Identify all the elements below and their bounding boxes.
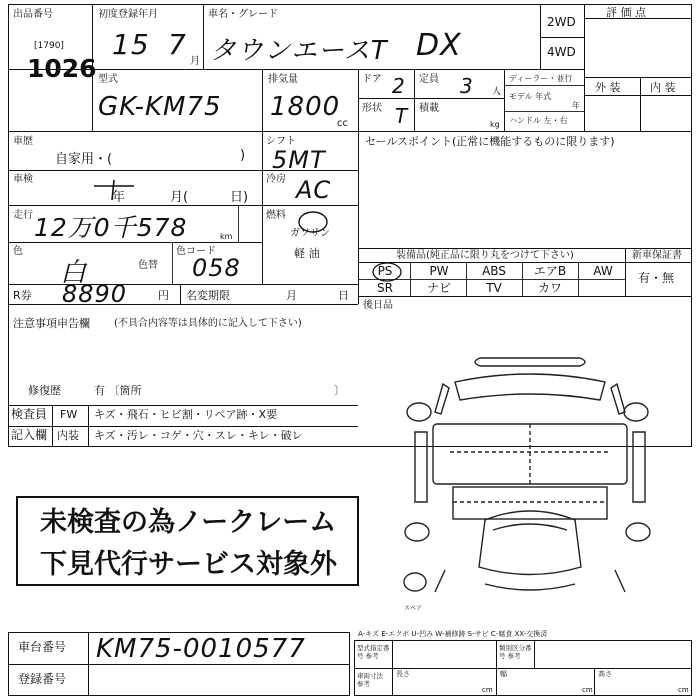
car-name: タウンエースT xyxy=(210,36,388,66)
handle-label: ハンドル 左・右 xyxy=(509,116,568,125)
month-unit: 月 xyxy=(190,56,200,67)
ac-label: 冷房 xyxy=(266,174,286,185)
dim-width: 幅 xyxy=(500,670,507,678)
spare-label: スペア xyxy=(404,605,423,612)
notice-line-2: 下見代行サービス対象外 xyxy=(40,549,337,580)
chassis-label: 車台番号 xyxy=(18,640,67,654)
capacity: 3 xyxy=(460,74,474,98)
history-label: 車歴 xyxy=(13,136,33,147)
notes-hint: (不具合内容等は具体的に記入して下さい) xyxy=(114,318,302,329)
equip-pw: PW xyxy=(429,264,449,278)
car-name-label: 車名・グレード xyxy=(208,9,278,20)
capacity-unit: 人 xyxy=(492,87,502,97)
inspector-int-text: キズ・汚レ・コゲ・穴・スレ・キレ・破レ xyxy=(94,429,303,442)
first-reg-month: 7 xyxy=(168,28,187,61)
mileage-label: 走行 xyxy=(13,210,33,221)
lot-number: 1026 xyxy=(27,54,97,83)
model-year-label: モデル 年式 xyxy=(509,92,552,101)
interior-label: 内 装 xyxy=(650,81,676,94)
fuel-gas: ガソリン xyxy=(290,228,330,239)
dim-height: 高さ xyxy=(598,670,612,678)
recycle-label: R券 xyxy=(13,289,32,302)
equip-ps-circle xyxy=(370,261,404,283)
type-label: 類別区分番号 参考 xyxy=(499,644,532,660)
model: GK-KM75 xyxy=(98,92,222,122)
shape-label: 形状 xyxy=(362,103,382,114)
drive-4wd: 4WD xyxy=(547,45,576,59)
displacement-label: 排気量 xyxy=(268,74,298,85)
load-label: 積載 xyxy=(419,103,439,114)
displacement: 1800 xyxy=(270,92,341,122)
name-change-day: 日 xyxy=(338,289,349,302)
equip-aw: AW xyxy=(593,264,613,278)
sales-label: セールスポイント(正常に機能するものに限ります) xyxy=(365,135,615,148)
recycle-unit: 円 xyxy=(158,289,169,302)
mileage-value: 12万0千578 xyxy=(34,213,188,242)
name-change-month: 月 xyxy=(286,289,297,302)
lot-label: 出品番号 xyxy=(13,9,53,20)
history-value: 自家用・( xyxy=(55,152,113,167)
dealer-label: ディーラー・並行 xyxy=(509,74,573,83)
equipment-label: 装備品(純正品に限り丸をつけて下さい) xyxy=(396,250,574,261)
dim-long: 長さ xyxy=(396,670,410,678)
model-label: 型式 xyxy=(98,74,118,85)
equip-tv: TV xyxy=(486,281,502,295)
equip-airbag: エアB xyxy=(533,264,567,278)
inspector-int: 内装 xyxy=(57,429,79,442)
shift-value: 5MT xyxy=(272,146,326,174)
damage-legend: A-キズ E-エクボ U-凹み W-補修跡 S-サビ C-腐食 XX-交換済 xyxy=(358,630,548,638)
cert-label: 型式指定番号 参考 xyxy=(357,644,390,660)
color-code-label: 色コード xyxy=(176,246,216,257)
inspection-day: 日) xyxy=(230,190,249,205)
dim-long-cm: cm xyxy=(482,686,493,694)
km-unit: km xyxy=(220,232,233,241)
cc-unit: cc xyxy=(337,118,348,129)
inspector-label-2: 記入欄 xyxy=(11,428,48,442)
notice-line-1: 未検査の為ノークレーム xyxy=(40,507,337,538)
door: 2 xyxy=(392,74,406,98)
repair-close: 〕 xyxy=(334,384,345,397)
notes-label: 注意事項申告欄 xyxy=(13,317,90,330)
inspection-year: 年 xyxy=(112,190,126,205)
color-code: 058 xyxy=(192,254,241,282)
history-close: ) xyxy=(240,148,246,163)
equip-sr: SR xyxy=(377,281,393,295)
length-label: 車両寸法 参考 xyxy=(357,672,383,688)
capacity-label: 定員 xyxy=(419,74,439,85)
warranty-label: 新車保証書 xyxy=(632,250,682,261)
door-label: ドア xyxy=(362,74,382,85)
inspector-label-1: 検査員 xyxy=(11,407,48,421)
equip-navi: ナビ xyxy=(426,281,451,295)
shift-label: シフト xyxy=(266,136,296,147)
car-diagram xyxy=(395,352,660,602)
color-value: 白 xyxy=(60,258,88,288)
warranty-value: 有・無 xyxy=(638,271,675,285)
inspection-label: 車検 xyxy=(13,174,33,185)
recycle-value: 8890 xyxy=(62,280,128,308)
dim-height-cm: cm xyxy=(678,686,689,694)
lot-sub: [1790] xyxy=(34,41,64,51)
first-reg-year: 15 xyxy=(112,28,150,61)
shape: T xyxy=(395,104,409,128)
kg-unit: kg xyxy=(490,120,500,129)
color-label: 色 xyxy=(13,246,23,257)
inspector-fw: FW xyxy=(60,408,78,421)
rating-label: 評 価 点 xyxy=(606,6,646,19)
chassis-value: KM75-0010577 xyxy=(96,634,306,664)
equip-abs: ABS xyxy=(482,264,506,278)
inspection-month: 月( xyxy=(170,190,189,205)
dim-width-cm: cm xyxy=(582,686,593,694)
equip-ps: PS xyxy=(377,264,393,278)
inspection-strike xyxy=(90,178,140,203)
registration-label: 登録番号 xyxy=(18,672,67,686)
fuel-label: 燃料 xyxy=(266,210,286,221)
fuel-diesel: 軽 油 xyxy=(294,247,320,260)
repair-value: 有 〔箇所 xyxy=(94,384,142,397)
first-reg-label: 初度登録年月 xyxy=(98,9,158,20)
equip-leather: カワ xyxy=(537,281,562,295)
ac-value: AC xyxy=(296,176,332,204)
exterior-label: 外 装 xyxy=(595,81,621,94)
name-change-label: 名変期限 xyxy=(186,289,230,302)
drive-2wd: 2WD xyxy=(547,15,576,29)
color-change-label: 色替 xyxy=(138,260,158,271)
grade: DX xyxy=(416,28,462,63)
repair-label: 修復歴 xyxy=(28,384,61,397)
later-label: 後日品 xyxy=(363,300,393,311)
inspector-fw-text: キズ・飛石・ヒビ割・リペア跡・X要 xyxy=(94,408,278,421)
year-unit: 年 xyxy=(572,101,580,110)
